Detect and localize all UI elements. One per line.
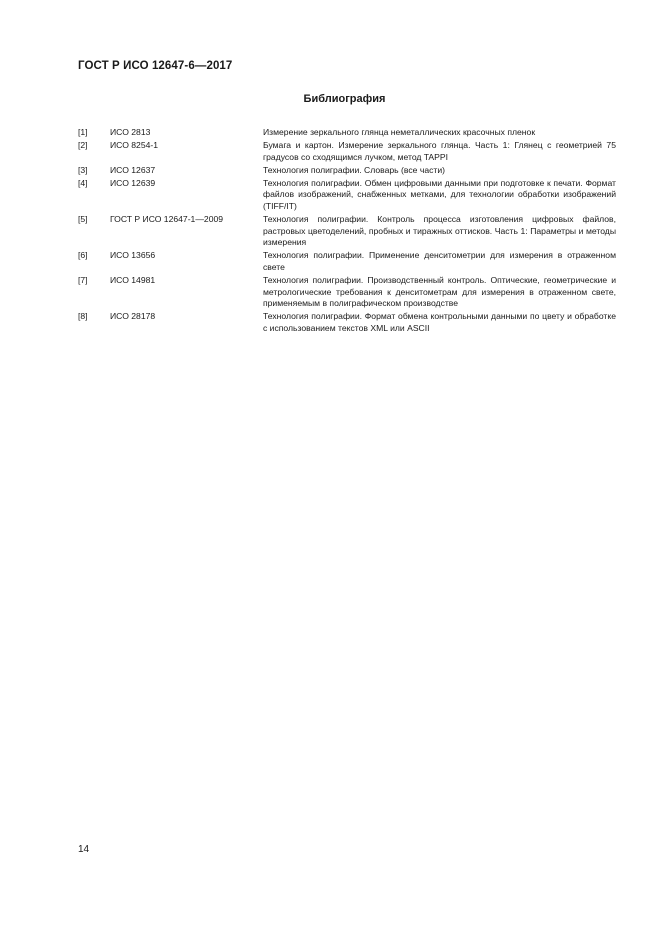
entry-title: Технология полиграфии. Контроль процесса изготовления цифровых файлов, растровых цветоделений, пробных и тиражных оттисков. Часть 1: Параметры и методы измерения	[263, 214, 616, 248]
entry-document-code: ИСО 12637	[110, 164, 156, 175]
bibliography-list	[78, 127, 616, 336]
page-number: 14	[78, 844, 90, 855]
entry-number: [3]	[78, 164, 88, 175]
bibliography-entry	[78, 127, 616, 139]
entry-document-code: ИСО 14981	[110, 275, 156, 286]
entry-document-code: ИСО 13656	[110, 250, 156, 261]
entry-number: [7]	[78, 275, 88, 286]
entry-title: Технология полиграфии. Словарь (все части)	[263, 164, 445, 175]
entry-document-code: ИСО 8254-1	[110, 140, 159, 151]
bibliography-entry	[78, 275, 616, 310]
bibliography-entry	[78, 178, 616, 213]
entry-title: Измерение зеркального глянца неметаллических красочных пленок	[263, 127, 536, 137]
entry-title: Технология полиграфии. Производственный контроль. Оптические, геометрические и метрологические требования к денситометрам для измерения в отраженном свете, применяемым в полиграфическом производстве	[263, 275, 616, 309]
bibliography-entry	[78, 250, 616, 273]
entry-title: Технология полиграфии. Применение денситометрии для измерения в отраженном свете	[263, 250, 616, 273]
page-header: ГОСТ Р ИСО 12647-6—2017	[78, 60, 233, 72]
entry-title: Бумага и картон. Измерение зеркального глянца. Часть 1: Глянец с геометрией 75 градусов со сходящимся лучком, метод TAPPI	[263, 140, 616, 162]
entry-title: Технология полиграфии. Формат обмена контрольными данными по цвету и обработке с использованием текстов XML или ASCII	[263, 311, 616, 333]
entry-number: [6]	[78, 250, 88, 261]
entry-number: [2]	[78, 140, 88, 151]
entry-document-code: ИСО 12639	[110, 177, 156, 188]
entry-number: [8]	[78, 311, 88, 322]
entry-number: [1]	[78, 127, 88, 137]
entry-document-code: ИСО 28178	[110, 311, 156, 322]
bibliography-entry	[78, 311, 616, 334]
bibliography-entry	[78, 214, 616, 249]
entry-number: [4]	[78, 177, 88, 188]
bibliography-entry	[78, 165, 616, 177]
entry-document-code: ГОСТ Р ИСО 12647-1—2009	[110, 214, 224, 225]
section-title: Библиография	[303, 93, 386, 105]
entry-title: Технология полиграфии. Обмен цифровыми данными при подготовке к печати. Формат файлов изображений, снабженных метками, для технологии обработки изображений (TIFF/IT)	[263, 177, 616, 212]
entry-document-code: ИСО 2813	[110, 127, 151, 137]
entry-number: [5]	[78, 214, 88, 225]
bibliography-entry	[78, 140, 616, 163]
